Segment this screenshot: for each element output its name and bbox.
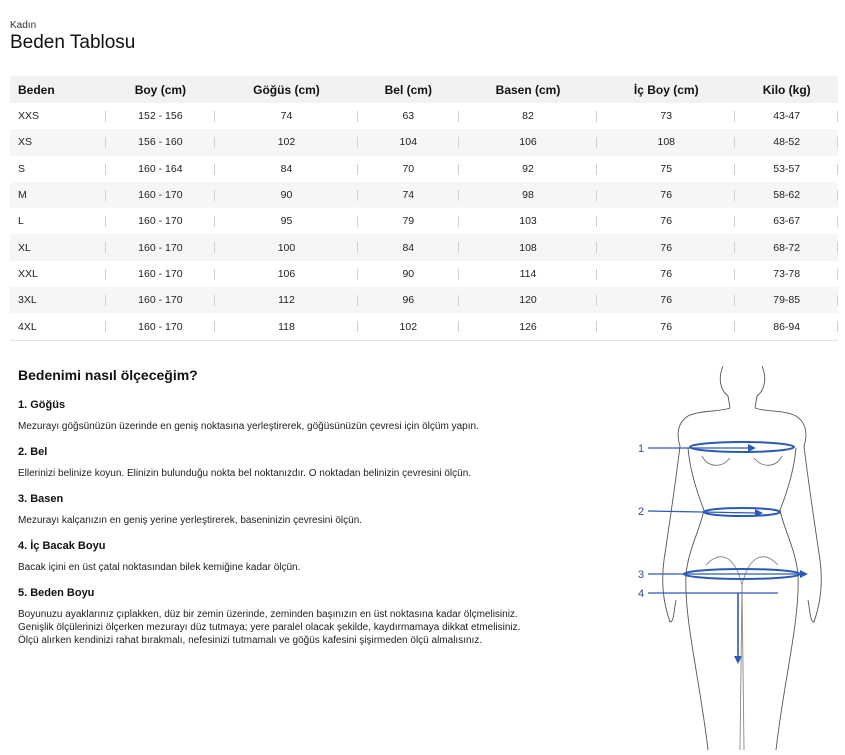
cell-value: 48-52 [773,136,801,149]
chest-measure-ellipse [690,442,794,452]
table-cell [597,313,735,340]
cell-value: XS [18,136,33,149]
cell-value: 108 [519,241,537,254]
guide-step [18,399,538,433]
cell-value: 76 [660,294,673,307]
cell-value: 114 [519,267,537,280]
table-cell [358,208,459,234]
table-cell [597,156,735,182]
column-header: Kilo (kg) [735,76,838,103]
table-row [10,261,838,287]
figure-label-3: 3 [638,569,645,581]
table-cell [215,313,357,340]
column-header: İç Boy (cm) [597,76,735,103]
cell-value: 120 [519,294,537,307]
cell-divider [837,164,838,175]
table-row [10,156,838,182]
figure-label-2: 2 [638,506,645,518]
cell-value: XL [18,241,31,254]
cell-value: 70 [402,162,415,175]
cell-value: S [18,162,26,175]
body-outline-illustration [630,360,840,750]
step-text: Mezurayı kalçanızın en geniş yerine yerleştirerek, baseninizin çevresini ölçün. [18,515,363,526]
measure-arrowheads [734,444,808,664]
column-header: Basen (cm) [459,76,597,103]
measure-lines [648,442,800,660]
waist-measure-arrow [648,511,755,513]
page-header [10,20,135,54]
table-cell [735,182,838,208]
guide-step [18,493,538,527]
cell-value: 74 [280,110,293,123]
cell-value: 126 [519,320,537,333]
table-cell [735,103,838,129]
guide-step [18,446,538,480]
step-text: Ellerinizi belinize koyun. Elinizin bulunduğu nokta bel noktanızdır. O noktadan belinizin çevresini ölçün. [18,468,472,479]
table-cell [10,208,106,234]
table-cell [597,261,735,287]
cell-value: 160 - 170 [138,320,183,333]
table-cell [106,156,216,182]
figure-label-4: 4 [638,588,645,600]
table-cell [358,182,459,208]
cell-value: 90 [402,267,415,280]
table-cell [597,129,735,155]
table-cell [358,156,459,182]
cell-value: L [18,215,24,228]
table-row [10,182,838,208]
figure-label-1: 1 [638,443,645,455]
cell-divider [837,321,838,332]
guide-steps [18,399,538,647]
cell-value: 4XL [18,320,37,333]
column-header: Boy (cm) [106,76,216,103]
table-row [10,287,838,313]
table-cell [215,182,357,208]
cell-value: 84 [280,162,293,175]
cell-value: 160 - 170 [138,189,183,202]
cell-value: 76 [660,189,673,202]
cell-value: 75 [660,162,673,175]
table-row [10,129,838,155]
cell-value: 63 [402,110,415,123]
cell-value: 160 - 170 [138,294,183,307]
table-cell [459,156,597,182]
page-title: Beden Tablosu [10,32,136,53]
step-title: 1. Göğüs [18,399,66,411]
cell-value: 86-94 [773,320,801,333]
table-cell [459,182,597,208]
table-cell [106,129,216,155]
table-cell [597,287,735,313]
table-cell [597,234,735,260]
table-cell [106,287,216,313]
table-cell [10,156,106,182]
table-row [10,208,838,234]
step-text: Bacak içini en üst çatal noktasından bilek kemiğine kadar ölçün. [18,562,301,573]
cell-value: 73-78 [773,267,801,280]
cell-divider [837,269,838,280]
cell-value: 160 - 170 [138,241,183,254]
table-cell [10,313,106,340]
cell-divider [837,242,838,253]
cell-value: 104 [399,136,418,149]
table-cell [459,261,597,287]
size-table [10,76,838,341]
table-cell [10,287,106,313]
cell-value: 82 [522,110,534,123]
cell-value: 106 [277,267,296,280]
category-label: Kadın [10,20,37,31]
cell-value: 103 [519,215,537,228]
table-cell [358,313,459,340]
step-text: Mezurayı göğsünüzün üzerinde en geniş noktasına yerleştirerek, göğüsünüzün çevresi için ölçüm yapın. [18,421,479,432]
cell-divider [837,295,838,306]
cell-value: 74 [402,189,415,202]
table-cell [106,261,216,287]
cell-value: 160 - 170 [138,267,183,280]
table-cell [459,234,597,260]
cell-value: 102 [399,320,418,333]
table-cell [10,234,106,260]
table-row [10,313,838,340]
body-measurement-figure [630,360,840,750]
table-cell [215,103,357,129]
table-cell [358,234,459,260]
cell-value: 100 [277,241,296,254]
cell-value: 106 [519,136,537,149]
column-header: Beden [10,76,106,103]
table-cell [735,129,838,155]
cell-value: 3XL [18,294,37,307]
cell-value: 95 [280,215,293,228]
table-cell [106,313,216,340]
cell-value: 73 [660,110,673,123]
column-header: Bel (cm) [358,76,459,103]
cell-divider [837,137,838,148]
step-title: 3. Basen [18,493,64,505]
table-cell [597,208,735,234]
table-cell [459,313,597,340]
guide-heading: Bedenimi nasıl ölçeceğim? [18,367,198,383]
table-cell [106,234,216,260]
table-cell [358,261,459,287]
table-cell [215,234,357,260]
body-outline [663,366,822,750]
cell-value: 68-72 [773,241,801,254]
cell-value: 58-62 [773,189,801,202]
cell-divider [837,216,838,227]
table-cell [10,103,106,129]
cell-divider [837,190,838,201]
cell-value: 92 [522,162,534,175]
table-cell [215,129,357,155]
table-row [10,103,838,129]
table-cell [358,287,459,313]
size-table-head [10,76,838,103]
guide-step [18,587,538,647]
cell-value: 43-47 [773,110,801,123]
cell-value: 53-57 [773,162,801,175]
cell-value: 76 [660,215,673,228]
table-cell [459,103,597,129]
cell-value: 76 [660,267,673,280]
table-cell [358,103,459,129]
cell-value: 108 [657,136,676,149]
table-cell [106,103,216,129]
table-cell [106,208,216,234]
cell-value: 160 - 164 [138,162,183,175]
cell-value: 160 - 170 [138,215,183,228]
table-cell [735,156,838,182]
table-cell [597,182,735,208]
cell-value: 79 [402,215,415,228]
step-title: 2. Bel [18,446,48,458]
guide-step [18,540,538,574]
cell-value: M [18,189,27,202]
table-cell [735,208,838,234]
cell-value: 152 - 156 [138,110,183,123]
cell-divider [837,111,838,122]
table-cell [215,261,357,287]
table-cell [459,129,597,155]
cell-value: 118 [278,320,295,333]
cell-value: 76 [660,241,673,254]
step-text: Boyunuzu ayaklarınız çıplakken, düz bir zemin üzerinde, zeminden başınızın en üst noktasına kadar ölçmelisiniz. Genişlik ölçülerinizi ölçerken mezurayı düz tutmaya; yere paralel olacak şekilde, kaydırmamaya dikkat etmelisiniz. Ölçü alırken kendinizi rahat bırakmalı, nefesinizi tutmamalı ve göğüs kafesini şişirmeden ölçü almalısınız. [18,609,521,646]
table-cell [106,182,216,208]
table-cell [215,156,357,182]
step-title: 4. İç Bacak Boyu [18,540,106,552]
table-cell [10,182,106,208]
cell-value: XXS [18,110,40,123]
cell-value: 98 [522,189,534,202]
table-cell [735,261,838,287]
header-row [10,76,838,103]
size-table-body [10,103,838,340]
cell-value: 63-67 [773,215,801,228]
measurement-guide [18,366,538,660]
cell-value: 96 [402,294,415,307]
cell-value: 84 [402,241,415,254]
cell-value: 76 [660,320,673,333]
table-cell [215,287,357,313]
table-cell [597,103,735,129]
table-cell [459,287,597,313]
cell-value: XXL [18,267,38,280]
cell-value: 112 [278,294,295,307]
table-cell [215,208,357,234]
cell-value: 90 [280,189,293,202]
table-row [10,234,838,260]
column-header: Göğüs (cm) [215,76,357,103]
cell-value: 79-85 [773,294,801,307]
table-cell [735,287,838,313]
cell-value: 156 - 160 [138,136,183,149]
table-cell [735,234,838,260]
table-cell [735,313,838,340]
table-cell [459,208,597,234]
step-title: 5. Beden Boyu [18,587,95,599]
cell-value: 102 [277,136,296,149]
table-cell [10,261,106,287]
table-cell [10,129,106,155]
table-cell [358,129,459,155]
